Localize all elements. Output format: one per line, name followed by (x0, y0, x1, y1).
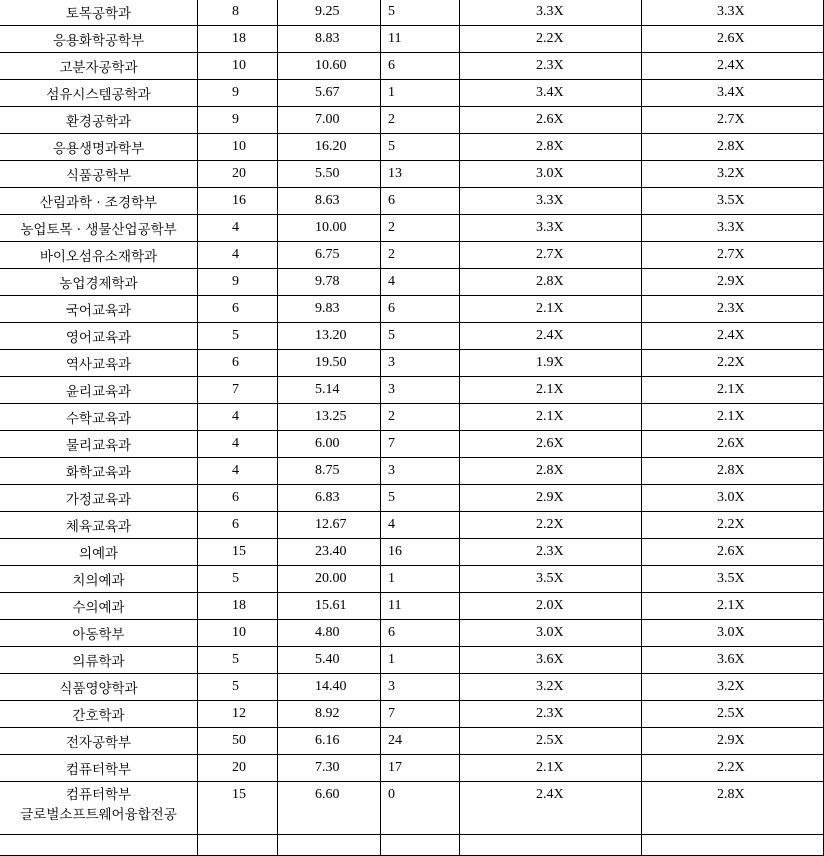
table-row (0, 674, 824, 701)
count-cell: 4 (198, 242, 278, 269)
ratio-cell-1: 2.1X (460, 755, 642, 782)
ratio-cell-1: 3.3X (460, 0, 642, 26)
department-cell: 간호학과 (0, 701, 198, 728)
department-cell: 환경공학과 (0, 107, 198, 134)
department-cell: 의예과 (0, 539, 198, 566)
ratio-cell-1: 2.3X (460, 701, 642, 728)
ratio-cell-1: 2.6X (460, 107, 642, 134)
ratio-cell-2: 2.6X (642, 539, 824, 566)
ratio-cell-2: 3.6X (642, 647, 824, 674)
table-row (0, 512, 824, 539)
count-cell: 10 (198, 134, 278, 161)
table-row (0, 539, 824, 566)
rate-cell: 15.61 (278, 593, 381, 620)
number-cell: 11 (381, 26, 460, 53)
department-cell: 의류학과 (0, 647, 198, 674)
number-cell: 2 (381, 215, 460, 242)
department-cell: 체육교육과 (0, 512, 198, 539)
department-cell: 영어교육과 (0, 323, 198, 350)
rate-cell: 9.78 (278, 269, 381, 296)
count-cell: 18 (198, 593, 278, 620)
count-cell: 50 (198, 728, 278, 755)
ratio-cell-1: 3.2X (460, 674, 642, 701)
ratio-cell-2: 3.3X (642, 215, 824, 242)
table-row (0, 323, 824, 350)
ratio-cell-2: 2.1X (642, 404, 824, 431)
table-row (0, 134, 824, 161)
rate-cell: 6.00 (278, 431, 381, 458)
ratio-cell-2: 3.2X (642, 161, 824, 188)
table-row (0, 755, 824, 782)
department-line2: 글로벌소프트웨어융합전공 (20, 807, 177, 823)
rate-cell: 8.63 (278, 188, 381, 215)
ratio-cell-2: 2.1X (642, 593, 824, 620)
count-cell: 8 (198, 0, 278, 26)
department-cell: 화학교육과 (0, 458, 198, 485)
ratio-cell-1: 3.0X (460, 620, 642, 647)
ratio-cell-1: 3.4X (460, 80, 642, 107)
count-cell: 4 (198, 431, 278, 458)
table-row (0, 431, 824, 458)
number-cell: 3 (381, 350, 460, 377)
ratio-cell-2: 3.0X (642, 620, 824, 647)
rate-cell: 6.16 (278, 728, 381, 755)
count-cell: 5 (198, 647, 278, 674)
ratio-cell-2: 2.2X (642, 350, 824, 377)
rate-cell: 9.25 (278, 0, 381, 26)
number-cell: 5 (381, 134, 460, 161)
table-row (0, 782, 824, 835)
ratio-cell-2: 3.5X (642, 188, 824, 215)
ratio-cell-2: 2.4X (642, 323, 824, 350)
ratio-cell-2: 2.8X (642, 458, 824, 485)
department-cell: 응용생명과학부 (0, 134, 198, 161)
ratio-cell-1: 2.1X (460, 296, 642, 323)
count-cell: 15 (198, 539, 278, 566)
table-row (0, 377, 824, 404)
department-cell: 전자공학부 (0, 728, 198, 755)
ratio-cell-1: 3.6X (460, 647, 642, 674)
ratio-cell-1: 3.3X (460, 215, 642, 242)
rate-cell: 5.50 (278, 161, 381, 188)
empty-cell (460, 835, 642, 856)
ratio-cell-1: 3.3X (460, 188, 642, 215)
rate-cell: 5.14 (278, 377, 381, 404)
ratio-cell-1: 1.9X (460, 350, 642, 377)
empty-cell (0, 835, 198, 856)
rate-cell: 4.80 (278, 620, 381, 647)
ratio-cell-2: 3.3X (642, 0, 824, 26)
rate-cell: 16.20 (278, 134, 381, 161)
rate-cell: 6.83 (278, 485, 381, 512)
rate-cell: 13.20 (278, 323, 381, 350)
number-cell: 1 (381, 647, 460, 674)
department-cell: 컴퓨터학부 (0, 755, 198, 782)
table-row (0, 0, 824, 26)
empty-cell (642, 835, 824, 856)
table-row (0, 728, 824, 755)
department-cell: 가정교육과 (0, 485, 198, 512)
number-cell: 6 (381, 620, 460, 647)
department-cell: 산림과학 · 조경학부 (0, 188, 198, 215)
rate-cell: 8.83 (278, 26, 381, 53)
ratio-cell-2: 2.6X (642, 431, 824, 458)
department-cell: 토목공학과 (0, 0, 198, 26)
department-cell: 물리교육과 (0, 431, 198, 458)
count-cell: 4 (198, 458, 278, 485)
ratio-cell-2: 3.2X (642, 674, 824, 701)
table-row (0, 701, 824, 728)
table-row (0, 593, 824, 620)
department-cell: 섬유시스템공학과 (0, 80, 198, 107)
table-row (0, 53, 824, 80)
department-cell: 고분자공학과 (0, 53, 198, 80)
number-cell: 6 (381, 296, 460, 323)
count-cell: 18 (198, 26, 278, 53)
number-cell: 3 (381, 458, 460, 485)
number-cell: 5 (381, 323, 460, 350)
ratio-cell-2: 2.7X (642, 107, 824, 134)
rate-cell: 5.67 (278, 80, 381, 107)
ratio-cell-1: 2.6X (460, 431, 642, 458)
count-cell: 4 (198, 404, 278, 431)
table-row (0, 458, 824, 485)
table-row (0, 566, 824, 593)
empty-cell (278, 835, 381, 856)
rate-cell: 9.83 (278, 296, 381, 323)
table-row (0, 296, 824, 323)
count-cell: 9 (198, 107, 278, 134)
number-cell: 6 (381, 53, 460, 80)
department-cell: 윤리교육과 (0, 377, 198, 404)
ratio-cell-1: 3.5X (460, 566, 642, 593)
count-cell: 5 (198, 323, 278, 350)
rate-cell: 19.50 (278, 350, 381, 377)
table-row (0, 161, 824, 188)
rate-cell: 7.00 (278, 107, 381, 134)
ratio-cell-2: 2.4X (642, 53, 824, 80)
table-row (0, 107, 824, 134)
ratio-cell-1: 2.9X (460, 485, 642, 512)
department-cell: 농업경제학과 (0, 269, 198, 296)
table-row (0, 26, 824, 53)
ratio-cell-1: 2.2X (460, 26, 642, 53)
table-row (0, 485, 824, 512)
number-cell: 3 (381, 377, 460, 404)
ratio-cell-1: 2.8X (460, 269, 642, 296)
ratio-cell-2: 2.9X (642, 728, 824, 755)
count-cell: 12 (198, 701, 278, 728)
ratio-cell-1: 2.1X (460, 377, 642, 404)
ratio-cell-2: 2.8X (642, 782, 824, 835)
number-cell: 5 (381, 485, 460, 512)
ratio-cell-2: 3.0X (642, 485, 824, 512)
number-cell: 24 (381, 728, 460, 755)
count-cell: 5 (198, 566, 278, 593)
number-cell: 4 (381, 512, 460, 539)
number-cell: 7 (381, 701, 460, 728)
department-cell: 수의예과 (0, 593, 198, 620)
number-cell: 11 (381, 593, 460, 620)
count-cell: 6 (198, 296, 278, 323)
department-cell: 역사교육과 (0, 350, 198, 377)
rate-cell: 20.00 (278, 566, 381, 593)
table-row (0, 242, 824, 269)
ratio-cell-1: 2.3X (460, 539, 642, 566)
number-cell: 2 (381, 242, 460, 269)
count-cell: 9 (198, 80, 278, 107)
table-row (0, 80, 824, 107)
number-cell: 6 (381, 188, 460, 215)
ratio-cell-1: 2.5X (460, 728, 642, 755)
ratio-cell-2: 2.2X (642, 512, 824, 539)
table-row (0, 620, 824, 647)
ratio-cell-2: 2.3X (642, 296, 824, 323)
count-cell: 4 (198, 215, 278, 242)
count-cell: 15 (198, 782, 278, 835)
number-cell: 0 (381, 782, 460, 835)
ratio-cell-2: 2.7X (642, 242, 824, 269)
table-row (0, 269, 824, 296)
ratio-cell-2: 3.5X (642, 566, 824, 593)
count-cell: 16 (198, 188, 278, 215)
rate-cell: 6.60 (278, 782, 381, 835)
number-cell: 2 (381, 404, 460, 431)
count-cell: 6 (198, 485, 278, 512)
ratio-cell-1: 2.7X (460, 242, 642, 269)
count-cell: 6 (198, 512, 278, 539)
table-row (0, 215, 824, 242)
ratio-cell-2: 3.4X (642, 80, 824, 107)
ratio-cell-2: 2.8X (642, 134, 824, 161)
number-cell: 1 (381, 566, 460, 593)
department-cell: 바이오섬유소재학과 (0, 242, 198, 269)
number-cell: 4 (381, 269, 460, 296)
number-cell: 2 (381, 107, 460, 134)
number-cell: 13 (381, 161, 460, 188)
ratio-cell-1: 2.8X (460, 134, 642, 161)
rate-cell: 13.25 (278, 404, 381, 431)
count-cell: 10 (198, 620, 278, 647)
rate-cell: 5.40 (278, 647, 381, 674)
ratio-cell-2: 2.2X (642, 755, 824, 782)
department-line1: 컴퓨터학부 (65, 787, 132, 803)
ratio-cell-2: 2.1X (642, 377, 824, 404)
rate-cell: 8.75 (278, 458, 381, 485)
table-row (0, 647, 824, 674)
ratio-cell-1: 2.3X (460, 53, 642, 80)
number-cell: 1 (381, 80, 460, 107)
count-cell: 5 (198, 674, 278, 701)
table-row-partial (0, 835, 824, 856)
count-cell: 10 (198, 53, 278, 80)
count-cell: 20 (198, 755, 278, 782)
department-cell: 식품공학부 (0, 161, 198, 188)
rate-cell: 10.00 (278, 215, 381, 242)
department-cell: 응용화학공학부 (0, 26, 198, 53)
department-cell: 국어교육과 (0, 296, 198, 323)
ratio-cell-2: 2.5X (642, 701, 824, 728)
count-cell: 6 (198, 350, 278, 377)
ratio-cell-1: 2.2X (460, 512, 642, 539)
department-cell: 아동학부 (0, 620, 198, 647)
ratio-cell-1: 3.0X (460, 161, 642, 188)
number-cell: 3 (381, 674, 460, 701)
rate-cell: 7.30 (278, 755, 381, 782)
department-cell: 치의예과 (0, 566, 198, 593)
ratio-cell-1: 2.4X (460, 782, 642, 835)
ratio-cell-1: 2.1X (460, 404, 642, 431)
number-cell: 17 (381, 755, 460, 782)
empty-cell (198, 835, 278, 856)
rate-cell: 10.60 (278, 53, 381, 80)
ratio-cell-1: 2.4X (460, 323, 642, 350)
department-cell: 수학교육과 (0, 404, 198, 431)
table-row (0, 350, 824, 377)
department-cell: 식품영양학과 (0, 674, 198, 701)
department-cell (0, 782, 198, 835)
count-cell: 9 (198, 269, 278, 296)
table-row (0, 188, 824, 215)
count-cell: 20 (198, 161, 278, 188)
ratio-cell-2: 2.9X (642, 269, 824, 296)
rate-cell: 12.67 (278, 512, 381, 539)
ratio-cell-1: 2.0X (460, 593, 642, 620)
ratio-cell-2: 2.6X (642, 26, 824, 53)
ratio-cell-1: 2.8X (460, 458, 642, 485)
number-cell: 5 (381, 0, 460, 26)
rate-cell: 8.92 (278, 701, 381, 728)
table-row (0, 404, 824, 431)
count-cell: 7 (198, 377, 278, 404)
rate-cell: 23.40 (278, 539, 381, 566)
empty-cell (381, 835, 460, 856)
number-cell: 7 (381, 431, 460, 458)
number-cell: 16 (381, 539, 460, 566)
rate-cell: 14.40 (278, 674, 381, 701)
department-cell: 농업토목 · 생물산업공학부 (0, 215, 198, 242)
rate-cell: 6.75 (278, 242, 381, 269)
